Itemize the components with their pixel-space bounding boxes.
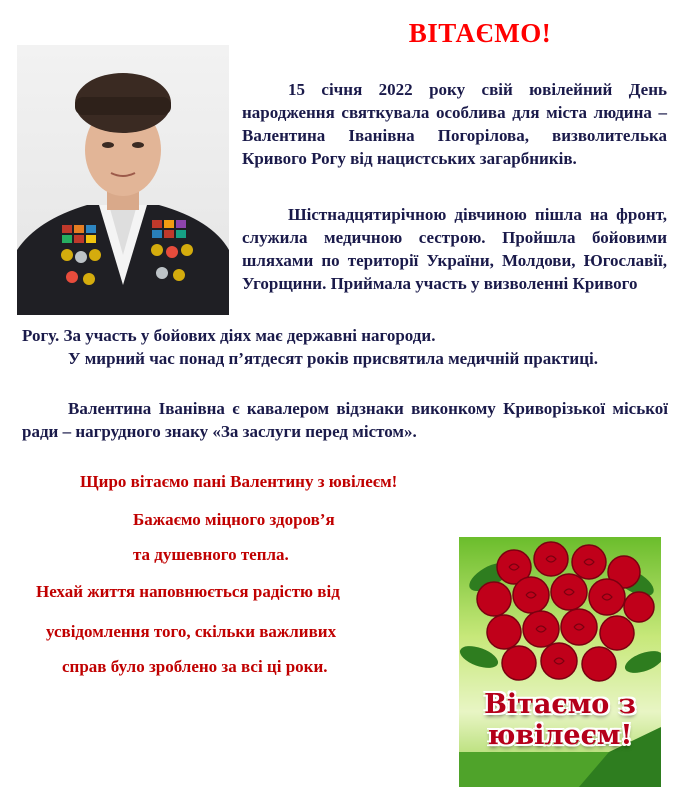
greeting-line-6: справ було зроблено за всі ці роки.: [62, 657, 328, 676]
paragraph-front-service: Шістнадцятирічною дівчиною пішла на фронт, служила медичною сестрою. Пройшла бойовими шляхами по території України, Молдови, Югославії, Угорщини. Приймала участь у визволенні Кривого: [242, 205, 667, 293]
card-caption: [459, 689, 661, 751]
portrait-photo: [17, 45, 229, 315]
greeting-card-image: [459, 537, 661, 787]
paragraph-medical-practice: У мирний час понад п’ятдесят років присвятила медичній практиці.: [68, 349, 598, 368]
paragraph-awards: Рогу. За участь у бойових діях має державні нагороди.: [22, 326, 436, 345]
greeting-line-2: Бажаємо міцного здоров’я: [133, 510, 335, 529]
paragraph-honor-badge: Валентина Іванівна є кавалером відзнаки виконкому Криворізької міської ради – нагрудного знаку «За заслуги перед містом».: [22, 399, 668, 441]
greeting-line-5: усвідомлення того, скільки важливих: [46, 622, 337, 641]
greeting-line-3: та душевного тепла.: [133, 545, 289, 564]
portrait-illustration: [17, 45, 229, 315]
greeting-line-4: Нехай життя наповнюється радістю від: [36, 582, 340, 601]
card-caption-line-1: Вітаємо з: [484, 689, 636, 720]
paragraph-birthday: 15 січня 2022 року свій ювілейний День народження святкувала особлива для міста людина – Валентина Іванівна Погорілова, визволителька Кривого Рогу від нацистських загарбників.: [242, 80, 667, 168]
greeting-line-1: Щиро вітаємо пані Валентину з ювілеєм!: [80, 472, 398, 491]
page-title: ВІТАЄМО!: [408, 18, 552, 48]
card-caption-line-2: ювілеєм!: [487, 720, 633, 751]
